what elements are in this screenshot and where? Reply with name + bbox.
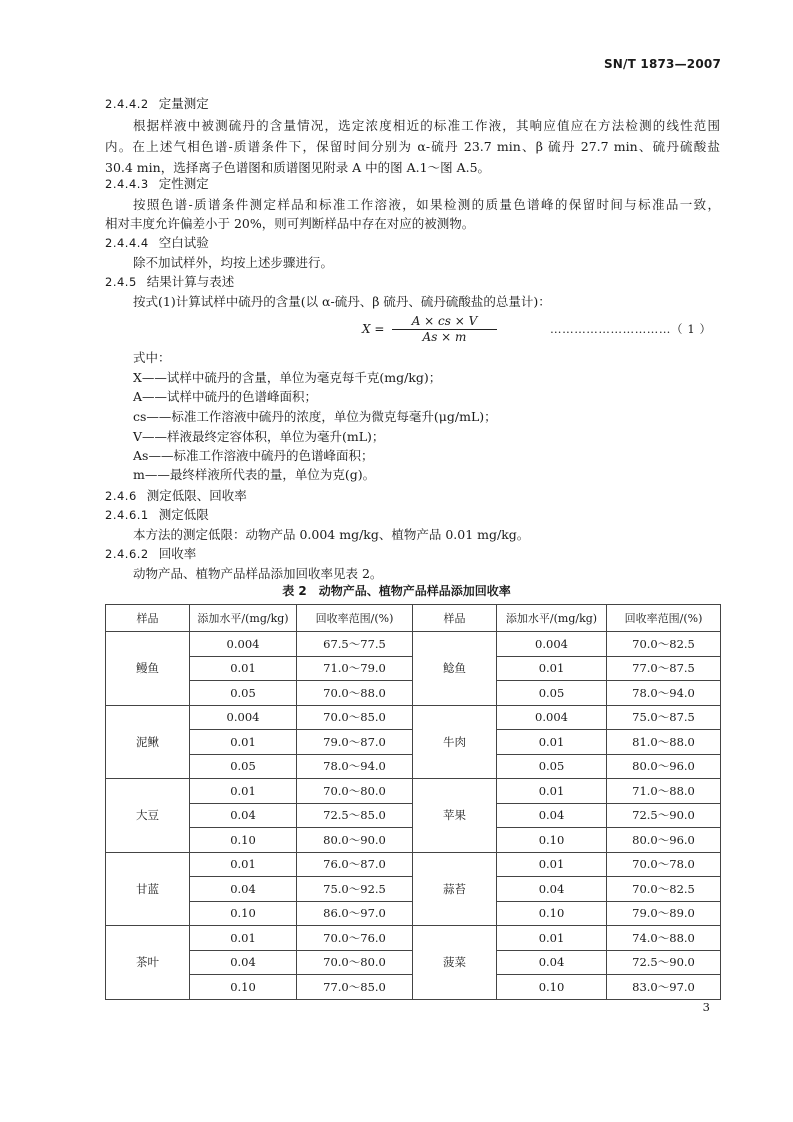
section-2-4-6-1-heading	[105, 507, 209, 523]
paragraph-line: 本方法的测定低限：动物产品 0.004 mg/kg、植物产品 0.01 mg/kg。	[133, 527, 530, 542]
formula-fraction	[392, 314, 497, 345]
recovery-table	[105, 604, 721, 1000]
variable-definition: A——试样中硫丹的色谱峰面积；	[133, 389, 318, 404]
spike-level: 0.04	[497, 950, 607, 975]
column-header: 样品	[413, 605, 497, 632]
section-2-4-4-3-heading	[105, 176, 209, 192]
recovery-range: 70.0～82.5	[607, 632, 721, 657]
recovery-range: 78.0～94.0	[297, 754, 413, 779]
recovery-range: 70.0～85.0	[297, 705, 413, 730]
recovery-range: 81.0～88.0	[607, 730, 721, 755]
recovery-range: 75.0～87.5	[607, 705, 721, 730]
section-number: 2.4.4.4	[105, 236, 149, 250]
recovery-range: 71.0～88.0	[607, 779, 721, 804]
column-header: 样品	[106, 605, 190, 632]
section-title: 测定低限、回收率	[146, 488, 247, 503]
recovery-range: 70.0～80.0	[297, 779, 413, 804]
recovery-range: 79.0～87.0	[297, 730, 413, 755]
table-row	[106, 632, 721, 657]
recovery-range: 80.0～96.0	[607, 754, 721, 779]
variable-definition: As——标准工作溶液中硫丹的色谱峰面积；	[133, 448, 374, 463]
table-row	[106, 926, 721, 951]
recovery-range: 70.0～80.0	[297, 950, 413, 975]
spike-level: 0.01	[190, 656, 297, 681]
section-2-4-5-heading	[105, 274, 234, 290]
section-number: 2.4.5	[105, 275, 137, 289]
recovery-range: 77.0～87.5	[607, 656, 721, 681]
section-number: 2.4.6.2	[105, 547, 149, 561]
spike-level: 0.01	[497, 656, 607, 681]
sample-name: 蒜苔	[413, 852, 497, 926]
variable-definition: cs——标准工作溶液中硫丹的浓度，单位为微克每毫升(μg/mL)；	[133, 409, 497, 424]
variable-definition: m——最终样液所代表的量，单位为克(g)。	[133, 467, 376, 482]
table-row	[106, 705, 721, 730]
recovery-range: 86.0～97.0	[297, 901, 413, 926]
section-title: 结果计算与表述	[146, 274, 235, 289]
section-title: 定量测定	[158, 96, 209, 111]
sample-name: 泥鳅	[106, 705, 190, 779]
spike-level: 0.04	[190, 877, 297, 902]
recovery-range: 80.0～96.0	[607, 828, 721, 853]
spike-level: 0.05	[190, 754, 297, 779]
formula-1	[360, 314, 480, 346]
paragraph-line: 动物产品、植物产品样品添加回收率见表 2。	[133, 566, 383, 581]
spike-level: 0.10	[190, 975, 297, 1000]
recovery-range: 77.0～85.0	[297, 975, 413, 1000]
recovery-range: 80.0～90.0	[297, 828, 413, 853]
section-2-4-4-4-heading	[105, 235, 209, 251]
recovery-range: 70.0～78.0	[607, 852, 721, 877]
equation-number: …………………………（ 1 ）	[550, 322, 712, 336]
recovery-range: 71.0～79.0	[297, 656, 413, 681]
sample-name: 鳗鱼	[106, 632, 190, 706]
column-header: 回收率范围/(%)	[607, 605, 721, 632]
spike-level: 0.05	[497, 681, 607, 706]
spike-level: 0.04	[190, 950, 297, 975]
paragraph-line: 按照色谱-质谱条件测定样品和标准工作溶液，如果检测的质量色谱峰的保留时间与标准品一致，	[133, 197, 720, 212]
spike-level: 0.10	[190, 828, 297, 853]
section-2-4-6-heading	[105, 488, 247, 504]
sample-name: 茶叶	[106, 926, 190, 1000]
formula-denominator: As × m	[422, 330, 467, 344]
section-title: 测定低限	[158, 507, 209, 522]
section-2-4-4-2-heading	[105, 96, 209, 112]
formula-numerator: A × cs × V	[392, 314, 497, 330]
section-2-4-6-2-heading	[105, 546, 196, 562]
recovery-range: 74.0～88.0	[607, 926, 721, 951]
section-title: 定性测定	[158, 176, 209, 191]
section-number: 2.4.6	[105, 489, 137, 503]
recovery-range: 78.0～94.0	[607, 681, 721, 706]
section-number: 2.4.4.3	[105, 177, 149, 191]
spike-level: 0.04	[497, 877, 607, 902]
column-header: 添加水平/(mg/kg)	[497, 605, 607, 632]
sample-name: 牛肉	[413, 705, 497, 779]
spike-level: 0.05	[190, 681, 297, 706]
recovery-range: 67.5～77.5	[297, 632, 413, 657]
spike-level: 0.004	[497, 705, 607, 730]
recovery-range: 70.0～76.0	[297, 926, 413, 951]
paragraph-line: 内。在上述气相色谱-质谱条件下，保留时间分别为 α-硫丹 23.7 min、β 硫丹 27.7 min、硫丹硫酸盐	[105, 139, 720, 154]
section-number: 2.4.6.1	[105, 508, 149, 522]
spike-level: 0.01	[497, 730, 607, 755]
column-header: 添加水平/(mg/kg)	[190, 605, 297, 632]
spike-level: 0.01	[190, 730, 297, 755]
recovery-range: 76.0～87.0	[297, 852, 413, 877]
sample-name: 鲶鱼	[413, 632, 497, 706]
recovery-range: 70.0～88.0	[297, 681, 413, 706]
paragraph-line: 除不加试样外，均按上述步骤进行。	[133, 255, 334, 270]
variable-definition: X——试样中硫丹的含量，单位为毫克每千克(mg/kg)；	[133, 370, 442, 385]
recovery-range: 79.0～89.0	[607, 901, 721, 926]
spike-level: 0.05	[497, 754, 607, 779]
spike-level: 0.004	[190, 705, 297, 730]
table-caption: 表 2 动物产品、植物产品样品添加回收率	[282, 584, 511, 598]
spike-level: 0.01	[190, 926, 297, 951]
paragraph-line: 根据样液中被测硫丹的含量情况，选定浓度相近的标准工作液，其响应值应在方法检测的线性范围	[133, 118, 720, 133]
spike-level: 0.01	[497, 926, 607, 951]
recovery-range: 72.5～90.0	[607, 950, 721, 975]
column-header: 回收率范围/(%)	[297, 605, 413, 632]
spike-level: 0.10	[497, 828, 607, 853]
spike-level: 0.004	[190, 632, 297, 657]
spike-level: 0.004	[497, 632, 607, 657]
document-code: SN/T 1873—2007	[603, 57, 721, 71]
spike-level: 0.10	[190, 901, 297, 926]
paragraph-line: 相对丰度允许偏差小于 20%，则可判断样品中存在对应的被测物。	[105, 216, 475, 231]
spike-level: 0.01	[190, 779, 297, 804]
table-row	[106, 779, 721, 804]
spike-level: 0.01	[497, 779, 607, 804]
section-title: 回收率	[158, 546, 197, 561]
page-number: 3	[702, 1000, 710, 1014]
paragraph-line: 30.4 min，选择离子色谱图和质谱图见附录 A 中的图 A.1～图 A.5。	[105, 160, 491, 175]
recovery-range: 72.5～85.0	[297, 803, 413, 828]
recovery-range: 75.0～92.5	[297, 877, 413, 902]
recovery-range: 83.0～97.0	[607, 975, 721, 1000]
spike-level: 0.01	[190, 852, 297, 877]
sample-name: 菠菜	[413, 926, 497, 1000]
sample-name: 甘蓝	[106, 852, 190, 926]
spike-level: 0.04	[497, 803, 607, 828]
variable-definition: V——样液最终定容体积，单位为毫升(mL)；	[133, 429, 385, 444]
spike-level: 0.01	[497, 852, 607, 877]
sample-name: 大豆	[106, 779, 190, 853]
spike-level: 0.04	[190, 803, 297, 828]
section-title: 空白试验	[158, 235, 209, 250]
formula-lhs: X =	[362, 322, 385, 336]
section-number: 2.4.4.2	[105, 97, 149, 111]
spike-level: 0.10	[497, 975, 607, 1000]
paragraph-line: 按式(1)计算试样中硫丹的含量(以 α-硫丹、β 硫丹、硫丹硫酸盐的总量计)：	[133, 294, 551, 309]
where-label: 式中：	[133, 350, 171, 365]
sample-name: 苹果	[413, 779, 497, 853]
spike-level: 0.10	[497, 901, 607, 926]
table-header-row	[106, 605, 721, 632]
recovery-range: 70.0～82.5	[607, 877, 721, 902]
table-row	[106, 852, 721, 877]
recovery-range: 72.5～90.0	[607, 803, 721, 828]
